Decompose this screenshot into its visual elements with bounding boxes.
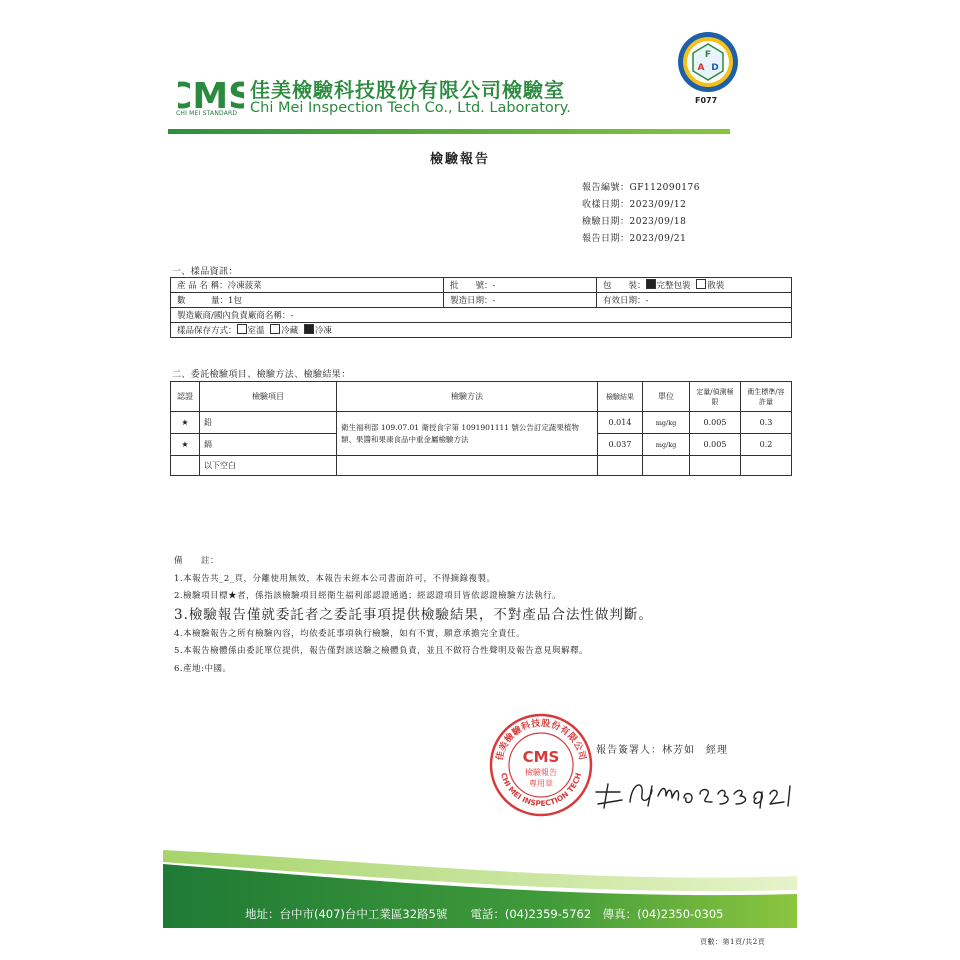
storage-method xyxy=(171,323,792,338)
note-item: 2.檢驗項目標★者，係指該檢驗項目經衛生福利部認證通過；經認證項目皆依認證檢驗方法執行。 xyxy=(174,591,562,601)
report-title: 檢驗報告 xyxy=(430,152,491,167)
checkbox-complete xyxy=(646,279,656,289)
storage-frozen-label: 冷凍 xyxy=(314,326,332,336)
mfg-date: 製造日期：- xyxy=(444,293,597,308)
sample-info-title: 一、樣品資訊： xyxy=(172,267,238,277)
quantity: 數 量：1包 xyxy=(171,293,444,308)
header-divider xyxy=(168,129,730,134)
test-item: 鉛 xyxy=(200,412,337,434)
footer-contact: 地址：台中市(407)台中工業區32路5號 電話：(04)2359-5762 傳真：(04)2350-0305 xyxy=(245,907,724,921)
checkbox-fridge xyxy=(270,324,280,334)
test-result: 0.014 xyxy=(598,412,643,434)
checkbox-bulk xyxy=(696,279,706,289)
test-loq: 0.005 xyxy=(690,434,741,456)
company-name-cn: 佳美檢驗科技股份有限公司檢驗室 xyxy=(250,78,565,102)
batch-number: 批 號：- xyxy=(444,278,597,293)
checkbox-room xyxy=(237,324,247,334)
sample-info-table xyxy=(170,277,792,338)
accreditation-code: F077 xyxy=(695,96,718,105)
storage-room-label: 室溫 xyxy=(247,326,265,336)
results-table xyxy=(170,381,792,476)
stamp-ring-cn: 佳美檢驗科技股份有限公司 xyxy=(495,718,587,762)
test-limit: 0.3 xyxy=(741,412,792,434)
company-logo xyxy=(178,72,244,114)
taf-letter-a: A xyxy=(697,63,705,73)
test-loq: 0.005 xyxy=(690,412,741,434)
cert-star: ★ xyxy=(171,434,200,456)
header-item: 檢驗項目 xyxy=(200,382,337,412)
company-name-en: Chi Mei Inspection Tech Co., Ltd. Laboratory. xyxy=(250,100,571,116)
test-item: 鎘 xyxy=(200,434,337,456)
test-unit: mg/kg xyxy=(643,434,690,456)
logo-text: CMS xyxy=(178,76,244,114)
taf-letter-d: D xyxy=(711,63,719,73)
page-number: 頁數：第1頁/共2頁 xyxy=(700,938,766,946)
stamp-center-2: 專用章 xyxy=(529,779,553,788)
header-limit: 衛生標準/容許量 xyxy=(741,382,792,412)
exp-date: 有效日期：- xyxy=(597,293,792,308)
packaging xyxy=(597,278,792,293)
checkbox-frozen xyxy=(304,324,314,334)
note-item: 1.本報告共_2_頁，分離使用無效，本報告未經本公司書面許可，不得摘錄複製。 xyxy=(174,574,496,584)
cert-star: ★ xyxy=(171,412,200,434)
received-date: 收樣日期：2023/09/12 xyxy=(582,200,687,210)
manufacturer: 製造廠商/國內負責廠商名稱：- xyxy=(171,308,792,323)
product-name: 產 品 名 稱：冷凍菠菜 xyxy=(171,278,444,293)
storage-fridge-label: 冷藏 xyxy=(281,326,299,336)
header-result: 檢驗結果 xyxy=(598,382,643,412)
note-item: 5.本報告檢體係由委託單位提供，報告僅對該送驗之檢體負責，並且不做符合性聲明及報告意見與解釋。 xyxy=(174,646,589,656)
stamp-ring-en: CHI MEI INSPECTION TECH xyxy=(498,771,584,809)
header-method: 檢驗方法 xyxy=(337,382,598,412)
taf-letter-f: F xyxy=(704,50,712,60)
logo-subtitle: CHI MEI STANDARD xyxy=(176,110,238,117)
test-result: 0.037 xyxy=(598,434,643,456)
notes-title: 備 註： xyxy=(174,556,220,566)
pack-bulk-label: 散裝 xyxy=(707,281,725,291)
storage-label: 樣品保存方式： xyxy=(177,326,237,336)
test-unit: mg/kg xyxy=(643,412,690,434)
test-date: 檢驗日期：2023/09/18 xyxy=(582,217,687,227)
results-title: 二、委託檢驗項目、檢驗方法、檢驗結果： xyxy=(172,370,351,380)
report-number: 報告編號：GF112090176 xyxy=(582,183,700,193)
header-cert: 認證 xyxy=(171,382,200,412)
end-note: 以下空白 xyxy=(200,456,337,476)
stamp-logo-text: CMS xyxy=(522,748,560,766)
accreditation-logo xyxy=(675,30,741,94)
company-seal-stamp xyxy=(488,712,594,818)
note-item: 3.檢驗報告僅就委託者之委託事項提供檢驗結果，不對產品合法性做判斷。 xyxy=(174,607,653,623)
handwritten-signature xyxy=(592,772,807,814)
note-item: 6.產地:中國。 xyxy=(174,664,232,674)
table-row xyxy=(171,456,792,476)
header-unit: 單位 xyxy=(643,382,690,412)
stamp-center-1: 檢驗報告 xyxy=(525,768,557,777)
pack-complete-label: 完整包裝 xyxy=(656,281,691,291)
note-item: 4.本檢驗報告之所有檢驗內容，均依委託事項執行檢驗，如有不實，願意承擔完全責任。 xyxy=(174,629,526,639)
report-date: 報告日期：2023/09/21 xyxy=(582,234,687,244)
table-row xyxy=(171,412,792,434)
test-limit: 0.2 xyxy=(741,434,792,456)
test-method: 衛生福利部 109.07.01 衛授食字第 1091901111 號公告訂定蔬果植物類、果醬和果凍食品中重金屬檢驗方法 xyxy=(337,412,598,456)
packaging-label: 包 裝： xyxy=(603,281,646,291)
signatory-label: 報告簽署人：林芳如 經理 xyxy=(596,745,728,756)
header-loq: 定量/偵測極限 xyxy=(690,382,741,412)
